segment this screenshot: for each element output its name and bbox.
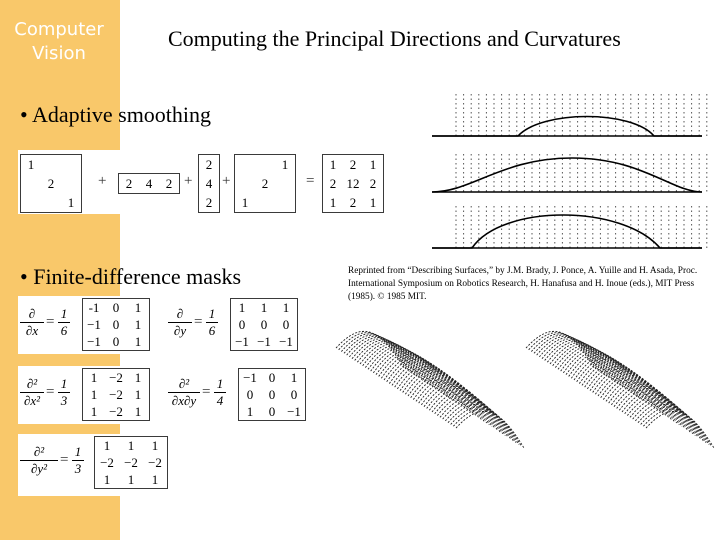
mask-cell: 0 — [238, 316, 246, 332]
derivative-dxx-denominator: ∂x² — [23, 393, 41, 408]
surface-right — [526, 331, 714, 448]
mask-cell: 0 — [260, 316, 268, 332]
mask-dyy — [18, 434, 178, 496]
mask-cell — [235, 174, 255, 193]
smoothing-operator: + — [222, 173, 231, 189]
mask-cell: −1 — [257, 333, 271, 349]
mask-cell: 1 — [134, 403, 142, 419]
equals-sign: = — [60, 452, 69, 468]
fd-grid-dyy — [94, 436, 168, 489]
coefficient-dyy-numerator: 1 — [72, 444, 84, 461]
derivative-dyy — [20, 444, 58, 477]
mask-cell: 2 — [165, 175, 173, 191]
derivative-dxy — [168, 376, 200, 409]
smoothing-operator: = — [306, 173, 315, 189]
derivative-dy-denominator: ∂y — [173, 323, 187, 338]
mask-cell: 2 — [47, 175, 55, 191]
mask-cell — [61, 174, 81, 193]
mask-cell: 1 — [134, 386, 142, 402]
mask-cell: −1 — [279, 333, 293, 349]
smoothing-mask-1 — [118, 173, 180, 194]
mask-cell: 0 — [112, 299, 120, 315]
mask-cell — [255, 155, 275, 174]
mask-cell — [21, 193, 41, 212]
equals-sign: = — [202, 384, 211, 400]
smoothing-operator: + — [184, 173, 193, 189]
mask-cell: 1 — [290, 369, 298, 385]
fd-grid-dx — [82, 298, 150, 351]
profile-plot-0 — [432, 94, 707, 136]
mask-dx — [18, 296, 158, 354]
surface-left — [336, 331, 524, 448]
derivative-dy — [168, 306, 192, 339]
mask-cell: 4 — [205, 175, 213, 191]
mask-cell: 1 — [90, 386, 98, 402]
mask-cell: −2 — [124, 454, 138, 470]
mask-cell: 0 — [282, 316, 290, 332]
mask-cell: 2 — [369, 175, 377, 191]
mesh-line — [641, 407, 709, 445]
mask-cell: 1 — [282, 299, 290, 315]
coefficient-dxy-numerator: 1 — [214, 376, 226, 393]
mask-cell: 1 — [90, 369, 98, 385]
mask-cell — [41, 155, 61, 174]
derivative-dy-numerator: ∂ — [168, 306, 192, 323]
coefficient-dy-denominator: 6 — [208, 323, 216, 338]
coefficient-dx-denominator: 6 — [60, 323, 68, 338]
mask-cell: 1 — [151, 437, 159, 453]
mask-cell — [21, 174, 41, 193]
equals-sign: = — [46, 384, 55, 400]
coefficient-dyy-denominator: 3 — [74, 461, 82, 476]
coefficient-dxy-denominator: 4 — [216, 393, 224, 408]
mask-cell: −2 — [100, 454, 114, 470]
mesh-line — [437, 395, 505, 436]
derivative-dxx — [20, 376, 44, 409]
fd-grid-dy — [230, 298, 298, 351]
derivative-dxx-numerator: ∂² — [20, 376, 44, 393]
equals-sign: = — [194, 314, 203, 330]
figure-credit: Reprinted from “Describing Surfaces,” by J.M. Brady, J. Ponce, A. Yuille and H. Asada, Proc. International Symposium on Robotics Research, H. Hanafusa and H. Inoue (eds.), MIT Press (1985). © 1985 MIT. — [348, 266, 698, 302]
mask-cell: −1 — [87, 316, 101, 332]
mask-cell: 0 — [268, 386, 276, 402]
surface-renders — [330, 318, 718, 540]
mesh-line — [627, 395, 695, 436]
mask-cell: 2 — [205, 194, 213, 210]
mask-cell: 1 — [151, 471, 159, 487]
mask-cell: 0 — [112, 333, 120, 349]
coefficient-dxx-denominator: 3 — [60, 393, 68, 408]
fd-grid-dxx — [82, 368, 150, 421]
mask-cell: 0 — [246, 386, 254, 402]
mask-cell: 1 — [329, 156, 337, 172]
mask-cell — [255, 193, 275, 212]
coefficient-dxx — [58, 376, 70, 409]
derivative-dxy-numerator: ∂² — [168, 376, 200, 393]
brand-label: Computer Vision — [14, 19, 104, 64]
mask-cell: 1 — [241, 194, 249, 210]
slide-title: Computing the Principal Directions and Curvatures — [168, 26, 621, 51]
mask-cell: 1 — [260, 299, 268, 315]
mask-cell: −2 — [148, 454, 162, 470]
derivative-dyy-numerator: ∂² — [20, 444, 58, 461]
mask-cell: 1 — [127, 471, 135, 487]
smoothing-operator: + — [98, 173, 107, 189]
mask-cell: 1 — [103, 437, 111, 453]
mask-cell: −2 — [109, 369, 123, 385]
mask-cell: 1 — [127, 437, 135, 453]
derivative-dx-numerator: ∂ — [20, 306, 44, 323]
mask-cell: 1 — [246, 403, 254, 419]
coefficient-dxy — [214, 376, 226, 409]
smoothing-mask-4 — [322, 154, 384, 213]
mask-cell: 1 — [103, 471, 111, 487]
equals-sign: = — [46, 314, 55, 330]
mask-cell: 1 — [67, 194, 75, 210]
mask-cell — [41, 193, 61, 212]
mask-cell: 1 — [134, 333, 142, 349]
mask-cell — [235, 155, 255, 174]
smoothing-equation — [18, 150, 402, 214]
mask-cell: −2 — [109, 403, 123, 419]
coefficient-dyy — [72, 444, 84, 477]
mask-cell: 1 — [134, 369, 142, 385]
mesh-line — [421, 382, 489, 425]
coefficient-dx — [58, 306, 70, 339]
mask-cell: -1 — [88, 299, 100, 315]
mesh-line — [611, 382, 679, 425]
smoothing-mask-2 — [198, 154, 220, 213]
coefficient-dy — [206, 306, 218, 339]
bullet-adaptive-smoothing: • Adaptive smoothing — [20, 102, 212, 127]
derivative-dxy-denominator: ∂x∂y — [171, 393, 197, 408]
mask-dxy — [166, 366, 328, 424]
mask-cell: 1 — [90, 403, 98, 419]
mask-cell: −1 — [243, 369, 257, 385]
derivative-dx-denominator: ∂x — [25, 323, 39, 338]
mask-cell: 2 — [349, 194, 357, 210]
mask-cell — [275, 193, 295, 212]
mask-cell: 2 — [125, 175, 133, 191]
smoothing-mask-0 — [20, 154, 82, 213]
mask-cell — [275, 174, 295, 193]
mask-cell: 1 — [238, 299, 246, 315]
profile-plot-2 — [432, 206, 707, 248]
coefficient-dx-numerator: 1 — [58, 306, 70, 323]
fd-grid-dxy — [238, 368, 306, 421]
bullet-finite-difference-masks: • Finite-difference masks — [20, 264, 242, 289]
mask-dy — [166, 296, 320, 354]
mask-cell: 1 — [329, 194, 337, 210]
derivative-dx — [20, 306, 44, 339]
mask-cell: −1 — [287, 403, 301, 419]
mask-cell: 2 — [261, 175, 269, 191]
mask-cell: 2 — [205, 156, 213, 172]
coefficient-dxx-numerator: 1 — [58, 376, 70, 393]
mask-cell: 4 — [145, 175, 153, 191]
mask-cell: 0 — [268, 403, 276, 419]
smoothing-mask-3 — [234, 154, 296, 213]
mask-cell: 0 — [290, 386, 298, 402]
mask-cell: 2 — [349, 156, 357, 172]
mask-cell: 1 — [134, 316, 142, 332]
profile-plot-1 — [432, 154, 707, 192]
mask-cell: 1 — [134, 299, 142, 315]
mask-cell: 2 — [329, 175, 337, 191]
mesh-line — [451, 407, 519, 445]
mask-cell — [61, 155, 81, 174]
mask-cell: 12 — [346, 175, 360, 191]
mask-cell: 1 — [369, 156, 377, 172]
mask-cell: 1 — [281, 156, 289, 172]
mask-dxx — [18, 366, 158, 424]
mask-cell: −1 — [235, 333, 249, 349]
mask-cell: 1 — [369, 194, 377, 210]
profile-plots — [432, 92, 710, 256]
mask-cell: 0 — [268, 369, 276, 385]
mask-cell: 0 — [112, 316, 120, 332]
mask-cell: −2 — [109, 386, 123, 402]
mask-cell: 1 — [27, 156, 35, 172]
coefficient-dy-numerator: 1 — [206, 306, 218, 323]
derivative-dyy-denominator: ∂y² — [30, 461, 48, 476]
mask-cell: −1 — [87, 333, 101, 349]
